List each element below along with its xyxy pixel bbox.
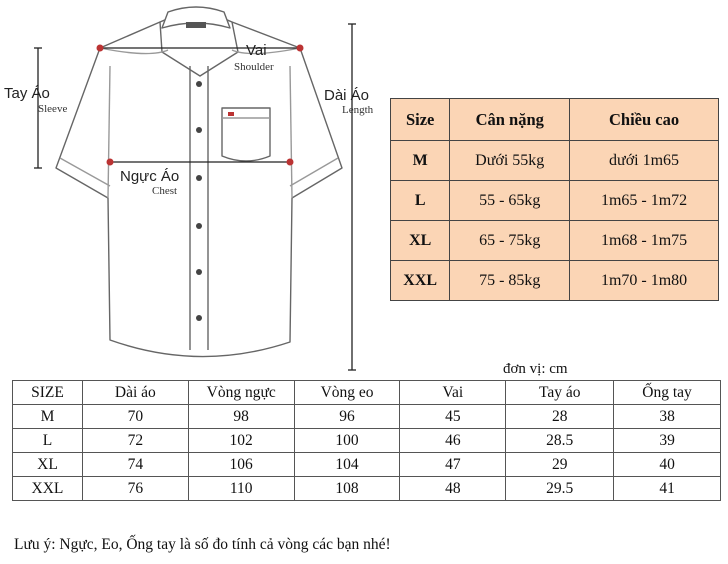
header-chest: Vòng ngực xyxy=(188,381,294,405)
chest-cell: 110 xyxy=(188,477,294,501)
weight-cell: 55 - 65kg xyxy=(450,181,570,221)
chest-label xyxy=(120,168,179,197)
chest-cell: 98 xyxy=(188,405,294,429)
size-cell: L xyxy=(13,429,83,453)
svg-text:Sleeve: Sleeve xyxy=(38,103,68,115)
header-height: Chiều cao xyxy=(570,99,719,141)
header-shoulder: Vai xyxy=(400,381,506,405)
waist-cell: 96 xyxy=(294,405,400,429)
shoulder-cell: 47 xyxy=(400,453,506,477)
size-cell: L xyxy=(391,181,450,221)
table-row xyxy=(13,405,721,429)
length-cell: 76 xyxy=(82,477,188,501)
svg-text:Dài Áo: Dài Áo xyxy=(324,87,370,104)
size-cell: XXL xyxy=(391,261,450,301)
weight-cell: 65 - 75kg xyxy=(450,221,570,261)
chest-cell: 106 xyxy=(188,453,294,477)
cuff-cell: 40 xyxy=(614,453,721,477)
shirt-outline xyxy=(56,7,342,357)
sleeve-cell: 29.5 xyxy=(506,477,614,501)
chest-cell: 102 xyxy=(188,429,294,453)
table-row xyxy=(13,453,721,477)
header-weight: Cân nặng xyxy=(450,99,570,141)
size-cell: M xyxy=(13,405,83,429)
size-cell: XXL xyxy=(13,477,83,501)
shoulder-cell: 48 xyxy=(400,477,506,501)
measurement-table xyxy=(12,380,721,501)
size-cell: M xyxy=(391,141,450,181)
shirt-buttons xyxy=(196,81,202,321)
table-row xyxy=(13,429,721,453)
header-cuff: Ống tay xyxy=(614,381,721,405)
waist-cell: 104 xyxy=(294,453,400,477)
svg-text:Tay Áo: Tay Áo xyxy=(4,85,50,102)
length-label xyxy=(324,87,374,116)
sleeve-label xyxy=(4,85,67,115)
header-sleeve: Tay áo xyxy=(506,381,614,405)
svg-text:Length: Length xyxy=(342,104,374,116)
svg-text:Chest: Chest xyxy=(152,185,178,197)
svg-text:Shoulder: Shoulder xyxy=(234,61,274,73)
sleeve-cell: 29 xyxy=(506,453,614,477)
shoulder-cell: 46 xyxy=(400,429,506,453)
cuff-cell: 39 xyxy=(614,429,721,453)
height-cell: 1m65 - 1m72 xyxy=(570,181,719,221)
sleeve-cell: 28.5 xyxy=(506,429,614,453)
measurement-lines xyxy=(34,24,356,370)
header-waist: Vòng eo xyxy=(294,381,400,405)
height-cell: 1m68 - 1m75 xyxy=(570,221,719,261)
length-cell: 70 xyxy=(82,405,188,429)
svg-text:Ngực Áo: Ngực Áo xyxy=(120,168,180,185)
shoulder-label xyxy=(234,42,274,73)
size-cell: XL xyxy=(391,221,450,261)
table-header-row xyxy=(13,381,721,405)
weight-cell: Dưới 55kg xyxy=(450,141,570,181)
table-row xyxy=(391,141,719,181)
table-row xyxy=(13,477,721,501)
length-cell: 72 xyxy=(82,429,188,453)
header-size: SIZE xyxy=(13,381,83,405)
footnote: Lưu ý: Ngực, Eo, Ống tay là số đo tính cả vòng các bạn nhé! xyxy=(14,536,391,553)
unit-note: đơn vị: cm xyxy=(503,361,568,377)
shirt-measurement-diagram xyxy=(0,0,390,380)
size-cell: XL xyxy=(13,453,83,477)
height-cell: dưới 1m65 xyxy=(570,141,719,181)
waist-cell: 108 xyxy=(294,477,400,501)
header-size: Size xyxy=(391,99,450,141)
table-row xyxy=(391,181,719,221)
length-cell: 74 xyxy=(82,453,188,477)
sleeve-cell: 28 xyxy=(506,405,614,429)
table-row xyxy=(391,221,719,261)
table-header-row xyxy=(391,99,719,141)
cuff-cell: 41 xyxy=(614,477,721,501)
shoulder-cell: 45 xyxy=(400,405,506,429)
size-weight-height-table xyxy=(390,98,719,301)
weight-cell: 75 - 85kg xyxy=(450,261,570,301)
height-cell: 1m70 - 1m80 xyxy=(570,261,719,301)
cuff-cell: 38 xyxy=(614,405,721,429)
table-row xyxy=(391,261,719,301)
header-length: Dài áo xyxy=(82,381,188,405)
svg-text:Vai: Vai xyxy=(246,42,267,59)
waist-cell: 100 xyxy=(294,429,400,453)
